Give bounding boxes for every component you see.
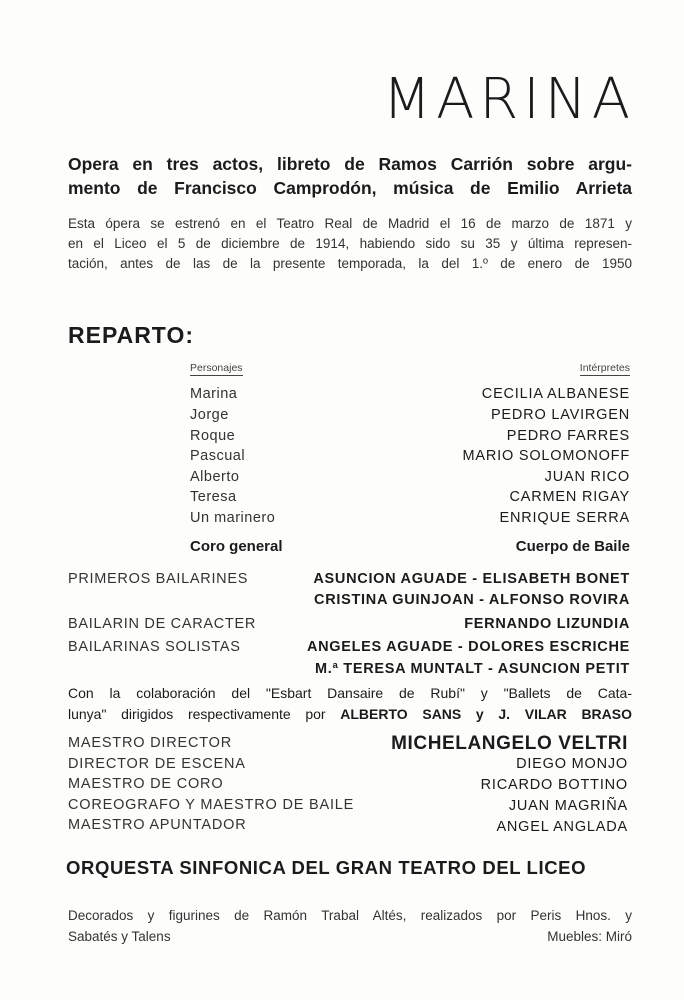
collaboration-line (68, 704, 632, 725)
staff-name: RICARDO BOTTINO (480, 777, 628, 793)
collaboration-directors: ALBERTO SANS y J. VILAR BRASO (340, 706, 632, 722)
note-line: tación, antes de las de la presente temporada, la del 1.º de enero de 1950 (68, 256, 632, 271)
cast-role: Pascual (190, 448, 246, 464)
cast-actor: CECILIA ALBANESE (481, 386, 630, 402)
staff-label: COREOGRAFO Y MAESTRO DE BAILE (68, 797, 355, 813)
cast-role: Un marinero (190, 510, 276, 526)
bailarin-caracter-label: BAILARIN DE CARACTER (68, 616, 257, 632)
cast-actor: PEDRO FARRES (506, 428, 630, 444)
cast-actor: JUAN RICO (544, 469, 630, 485)
subtitle-line: Opera en tres actos, libreto de Ramos Carrión sobre argu- (68, 154, 632, 174)
credits-line: Decorados y figurines de Ramón Trabal Altés, realizados por Peris Hnos. y (68, 908, 632, 923)
premiere-note (68, 214, 632, 274)
bailarin-caracter-name: FERNANDO LIZUNDIA (464, 616, 630, 632)
credits-furniture: Muebles: Miró (547, 929, 632, 944)
credits-line (68, 926, 632, 947)
design-credits (68, 905, 632, 947)
collaboration-line: Con la colaboración del "Esbart Dansaire de Rubí" y "Ballets de Cata- (68, 685, 632, 701)
staff-name: ANGEL ANGLADA (496, 819, 628, 835)
bailarinas-solistas-names: ANGELES AGUADE - DOLORES ESCRICHE (306, 639, 630, 655)
cast-actor: PEDRO LAVIRGEN (490, 407, 630, 423)
staff-label: MAESTRO APUNTADOR (68, 817, 247, 833)
opera-title: MARINA (382, 67, 635, 132)
cast-role: Marina (190, 386, 238, 402)
staff-label: DIRECTOR DE ESCENA (68, 756, 246, 772)
staff-name: DIEGO MONJO (516, 756, 628, 772)
cuerpo-de-baile: Cuerpo de Baile (515, 538, 630, 555)
primeros-bailarines-names: ASUNCION AGUADE - ELISABETH BONET (313, 571, 630, 587)
cast-role: Jorge (190, 407, 229, 423)
collaboration-note (68, 683, 632, 725)
cast-role: Roque (190, 428, 236, 444)
staff-label: MAESTRO DE CORO (68, 776, 224, 792)
column-header-personajes: Personajes (190, 362, 243, 374)
primeros-bailarines-label: PRIMEROS BAILARINES (68, 571, 249, 587)
orchestra-name: ORQUESTA SINFONICA DEL GRAN TEATRO DEL LICEO (66, 857, 587, 878)
cast-role: Alberto (190, 469, 240, 485)
credits-makers: Sabatés y Talens (68, 929, 171, 944)
coro-general: Coro general (190, 538, 283, 555)
note-line: Esta ópera se estrenó en el Teatro Real de Madrid el 16 de marzo de 1871 y (68, 216, 632, 231)
cast-actor: CARMEN RIGAY (509, 489, 630, 505)
opera-subtitle (68, 152, 632, 200)
staff-name: JUAN MAGRIÑA (508, 798, 628, 814)
bailarinas-solistas-label: BAILARINAS SOLISTAS (68, 639, 241, 655)
reparto-heading: REPARTO: (68, 322, 194, 348)
primeros-bailarines-names: CRISTINA GUINJOAN - ALFONSO ROVIRA (314, 592, 630, 608)
cast-actor: MARIO SOLOMONOFF (462, 448, 630, 464)
cast-role: Teresa (190, 489, 237, 505)
collaboration-text: lunya" dirigidos respectivamente por (68, 706, 326, 722)
subtitle-line: mento de Francisco Camprodón, música de Emilio Arrieta (68, 178, 632, 198)
column-header-interpretes: Intérpretes (579, 362, 630, 374)
cast-actor: ENRIQUE SERRA (499, 510, 630, 526)
staff-label: MAESTRO DIRECTOR (68, 735, 232, 751)
staff-name: MICHELANGELO VELTRI (391, 733, 628, 754)
note-line: en el Liceo el 5 de diciembre de 1914, habiendo sido su 35 y última represen- (68, 236, 632, 251)
bailarinas-solistas-names: M.ª TERESA MUNTALT - ASUNCION PETIT (314, 661, 630, 677)
